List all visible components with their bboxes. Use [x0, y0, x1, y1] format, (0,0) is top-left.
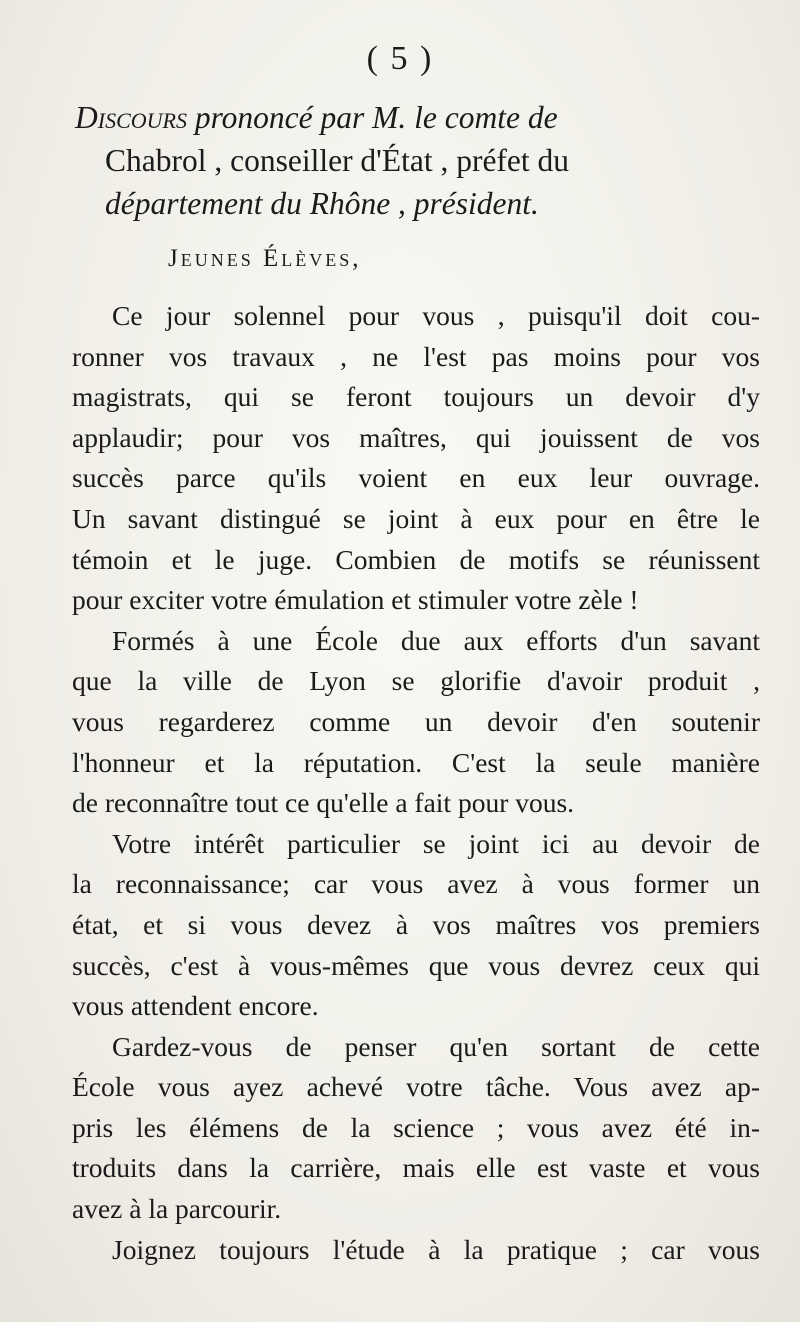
text-line: état, et si vous devez à vos maîtres vos premiers: [72, 908, 760, 940]
text-line: Joignez toujours l'étude à la pratique ; car vous: [112, 1233, 760, 1265]
title-line-2: Chabrol , conseiller d'État , préfet du: [105, 143, 570, 178]
text-line: succès, c'est à vous-mêmes que vous devrez ceux qui: [72, 949, 760, 981]
text-line: vous regarderez comme un devoir d'en soutenir: [72, 705, 760, 737]
discourse-title: [75, 96, 755, 225]
text-line: applaudir; pour vos maîtres, qui jouissent de vos: [72, 421, 760, 453]
text-line: la reconnaissance; car vous avez à vous former un: [72, 868, 760, 900]
title-line-1-rest: prononcé par M. le comte de: [186, 100, 558, 135]
text-line: témoin et le juge. Combien de motifs se réunissent: [72, 543, 760, 575]
text-line: que la ville de Lyon se glorifie d'avoir produit ,: [72, 665, 760, 697]
title-discours: Discours: [75, 100, 187, 135]
salutation: Jeunes Élèves,: [168, 245, 362, 272]
text-line: avez à la parcourir.: [72, 1193, 282, 1225]
text-line: succès parce qu'ils voient en eux leur ouvrage.: [72, 462, 760, 494]
text-line: pris les élémens de la science ; vous avez été in-: [72, 1111, 760, 1143]
page-number: ( 5 ): [366, 40, 434, 77]
title-line-3: département du Rhône , président.: [105, 186, 539, 221]
text-line: Ce jour solennel pour vous , puisqu'il doit cou-: [112, 300, 760, 331]
text-line: l'honneur et la réputation. C'est la seule manière: [72, 746, 760, 778]
text-line: Votre intérêt particulier se joint ici au devoir de: [112, 827, 760, 859]
text-line: troduits dans la carrière, mais elle est vaste et vous: [72, 1152, 760, 1184]
text-line: vous attendent encore.: [72, 990, 319, 1022]
text-line: Formés à une École due aux efforts d'un savant: [112, 624, 760, 656]
text-line: pour exciter votre émulation et stimuler votre zèle !: [72, 584, 639, 616]
text-line: de reconnaître tout ce qu'elle a fait pour vous.: [72, 787, 575, 819]
body-text: [72, 296, 760, 1270]
text-line: magistrats, qui se feront toujours un devoir d'y: [72, 381, 760, 413]
text-line: Gardez-vous de penser qu'en sortant de cette: [112, 1030, 760, 1062]
text-line: ronner vos travaux , ne l'est pas moins pour vos: [72, 340, 760, 372]
title-line-1: [75, 96, 755, 139]
text-line: École vous ayez achevé votre tâche. Vous avez ap-: [72, 1071, 760, 1103]
text-line: Un savant distingué se joint à eux pour en être le: [72, 502, 760, 534]
